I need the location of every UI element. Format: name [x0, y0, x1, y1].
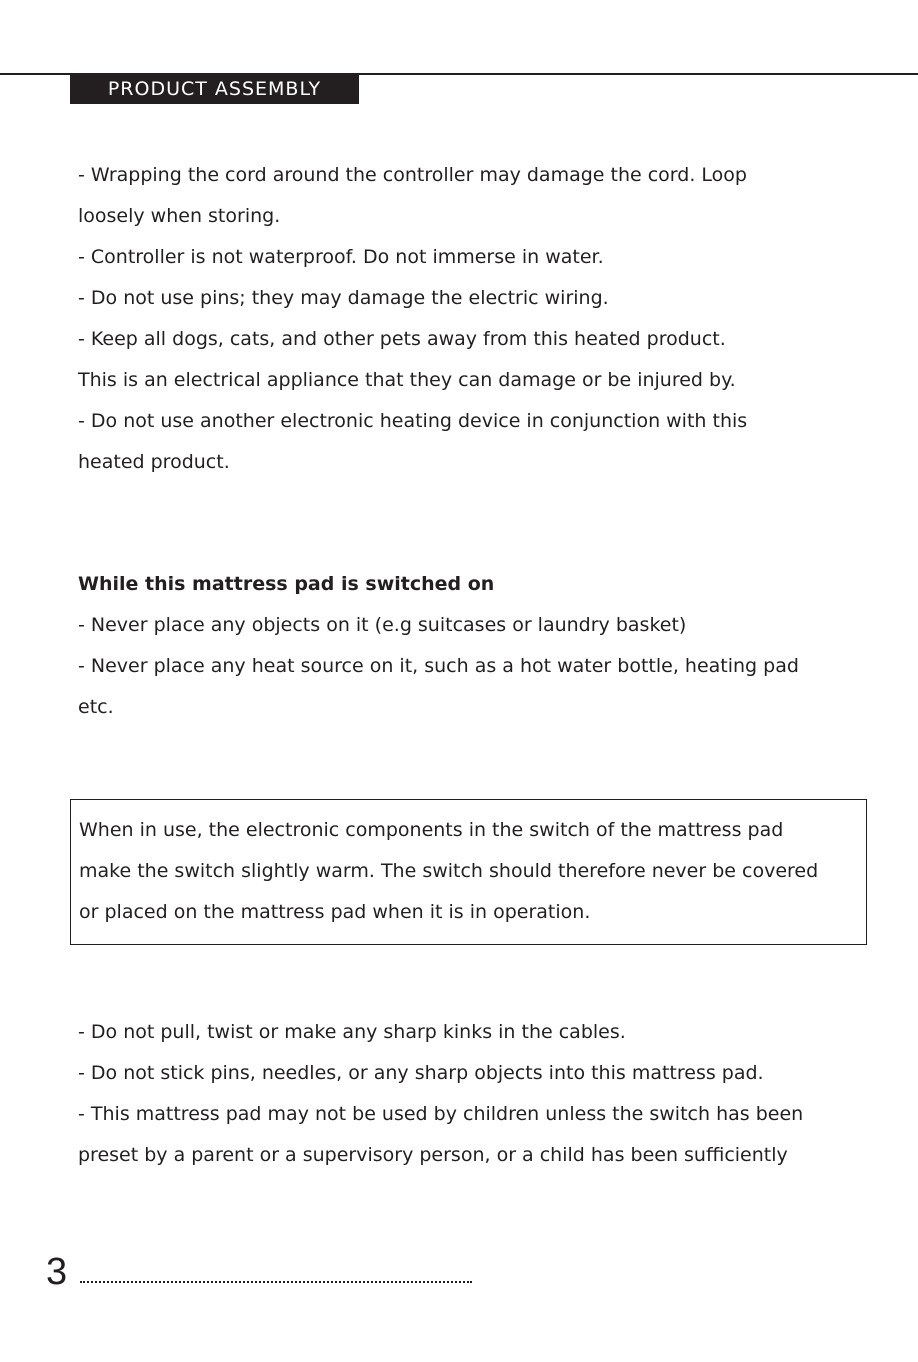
notice-box	[70, 799, 867, 945]
notice-line: make the switch slightly warm. The switch should therefore never be covered	[79, 860, 819, 882]
text-line: - Do not use another electronic heating device in conjunction with this	[78, 410, 748, 432]
text-line: - Wrapping the cord around the controller may damage the cord. Loop	[78, 164, 747, 186]
text-line: This is an electrical appliance that they can damage or be injured by.	[78, 369, 736, 391]
text-line: - Never place any objects on it (e.g suitcases or laundry basket)	[78, 614, 687, 636]
text-line: - Keep all dogs, cats, and other pets away from this heated product.	[78, 328, 726, 350]
switched-on-heading: While this mattress pad is switched on	[78, 573, 495, 595]
page-dot-leader	[80, 1281, 472, 1283]
text-line: - Do not pull, twist or make any sharp kinks in the cables.	[78, 1021, 626, 1043]
section-title: PRODUCT ASSEMBLY	[70, 75, 359, 104]
text-line: preset by a parent or a supervisory person, or a child has been sufficiently	[78, 1144, 788, 1166]
text-line: - Never place any heat source on it, such as a hot water bottle, heating pad	[78, 655, 799, 677]
text-line: loosely when storing.	[78, 205, 281, 227]
text-line: - This mattress pad may not be used by children unless the switch has been	[78, 1103, 804, 1125]
page-number: 3	[46, 1251, 68, 1293]
text-line: - Do not stick pins, needles, or any sharp objects into this mattress pad.	[78, 1062, 764, 1084]
notice-text	[79, 810, 818, 933]
switched-on-section	[78, 564, 888, 728]
text-line: - Do not use pins; they may damage the electric wiring.	[78, 287, 609, 309]
warnings-top	[78, 155, 888, 483]
text-line: - Controller is not waterproof. Do not immerse in water.	[78, 246, 604, 268]
notice-line: or placed on the mattress pad when it is in operation.	[79, 901, 591, 923]
warnings-bottom	[78, 1012, 888, 1176]
notice-line: When in use, the electronic components in the switch of the mattress pad	[79, 819, 784, 841]
text-line: heated product.	[78, 451, 230, 473]
text-line: etc.	[78, 696, 114, 718]
